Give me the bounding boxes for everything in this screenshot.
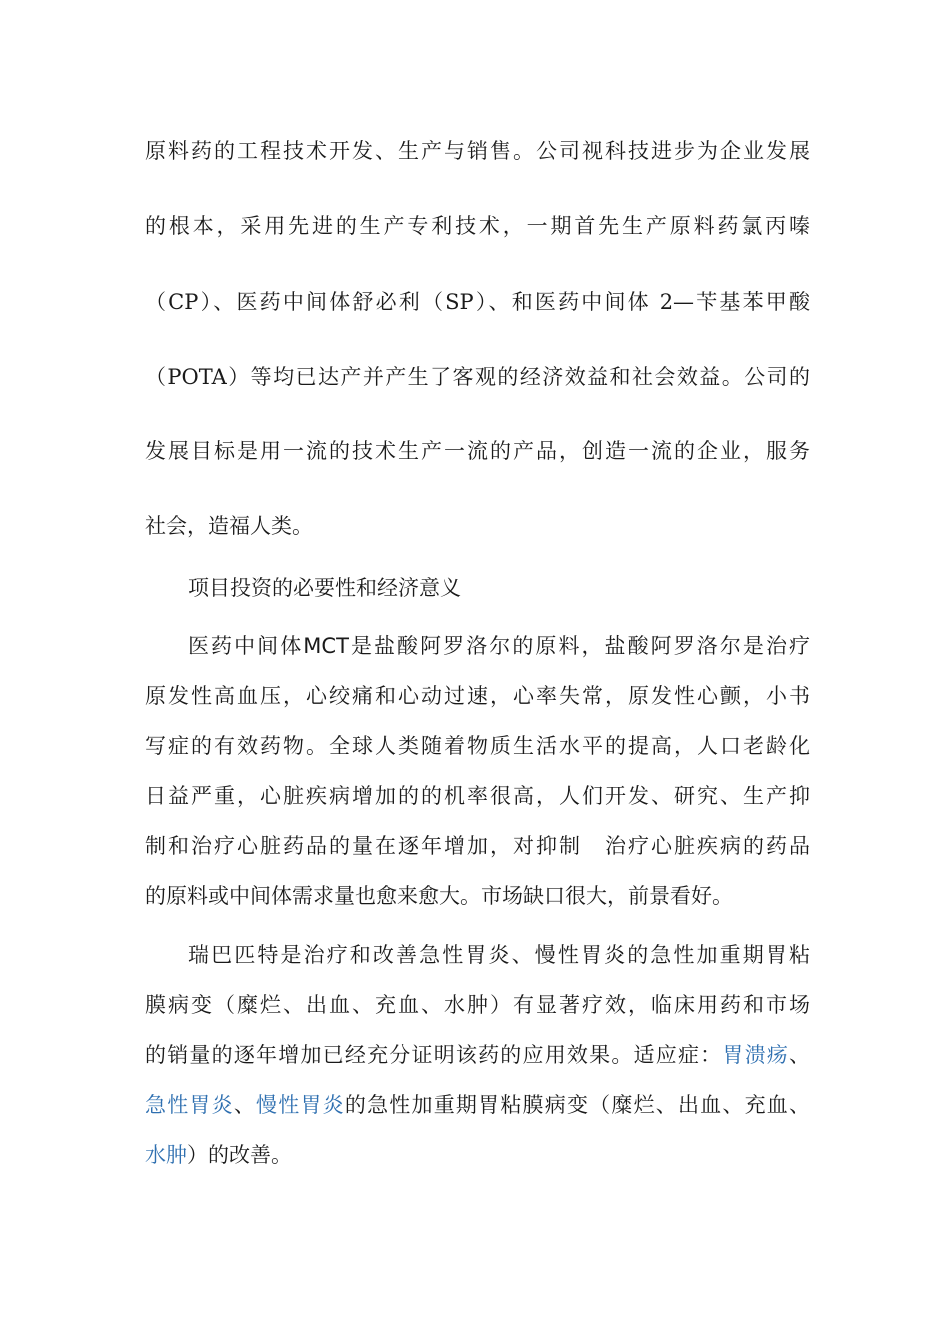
paragraph-1-line-6: 社会，造福人类。 (145, 514, 313, 538)
paragraph-2-text: 是盐酸阿罗洛尔的原料，盐酸阿罗洛尔是治疗 (348, 634, 811, 658)
paragraph-3-text: ）的改善。 (187, 1143, 292, 1167)
chronic-gastritis-link[interactable]: 慢性胃炎 (256, 1093, 345, 1117)
paragraph-3-line-2: 膜病变（糜烂、出血、充血、水肿）有显著疗效，临床用药和市场 (145, 993, 810, 1017)
gastric-ulcer-link[interactable]: 胃溃疡 (722, 1043, 790, 1067)
mct-term: MCT (303, 634, 349, 658)
acute-gastritis-link[interactable]: 急性胃炎 (145, 1093, 234, 1117)
paragraph-3-line-1: 瑞巴匹特是治疗和改善急性胃炎、慢性胃炎的急性加重期胃粘 (188, 943, 810, 967)
paragraph-2-line-3: 写症的有效药物。全球人类随着物质生活水平的提高，人口老龄化 (145, 734, 810, 758)
paragraph-3-text: 的销量的逐年增加已经充分证明该药的应用效果。适应症： (145, 1043, 723, 1067)
separator: 、 (789, 1043, 811, 1067)
paragraph-3-line-3 (145, 1041, 810, 1069)
paragraph-2-line-2: 原发性高血压，心绞痛和心动过速，心率失常，原发性心颤，小书 (145, 684, 810, 708)
paragraph-1-line-5: 发展目标是用一流的技术生产一流的产品，创造一流的企业，服务 (145, 439, 810, 463)
paragraph-1-line-3: （CP）、医药中间体舒必利（SP）、和医药中间体 2—苄基苯甲酸 (145, 290, 810, 314)
paragraph-2-line-1 (188, 632, 810, 660)
paragraph-2-line-4: 日益严重，心脏疾病增加的的机率很高，人们开发、研究、生产抑 (145, 784, 810, 808)
paragraph-2-text: 医药中间体 (188, 634, 304, 658)
paragraph-1-line-1: 原料药的工程技术开发、生产与销售。公司视科技进步为企业发展 (145, 139, 810, 163)
paragraph-3-line-5 (145, 1141, 810, 1169)
paragraph-1-line-4: （POTA）等均已达产并产生了客观的经济效益和社会效益。公司的 (145, 365, 810, 389)
paragraph-2-line-6: 的原料或中间体需求量也愈来愈大。市场缺口很大，前景看好。 (145, 884, 733, 908)
paragraph-1-line-2: 的根本，采用先进的生产专利技术，一期首先生产原料药氯丙嗪 (145, 214, 810, 238)
section-heading: 项目投资的必要性和经济意义 (188, 576, 461, 600)
paragraph-3-text: 的急性加重期胃粘膜病变（糜烂、出血、充血、 (344, 1093, 811, 1117)
separator: 、 (233, 1093, 257, 1117)
edema-link[interactable]: 水肿 (145, 1143, 187, 1167)
paragraph-2-line-5: 制和治疗心脏药品的量在逐年增加，对抑制 治疗心脏疾病的药品 (145, 834, 810, 858)
paragraph-3-line-4 (145, 1091, 810, 1119)
